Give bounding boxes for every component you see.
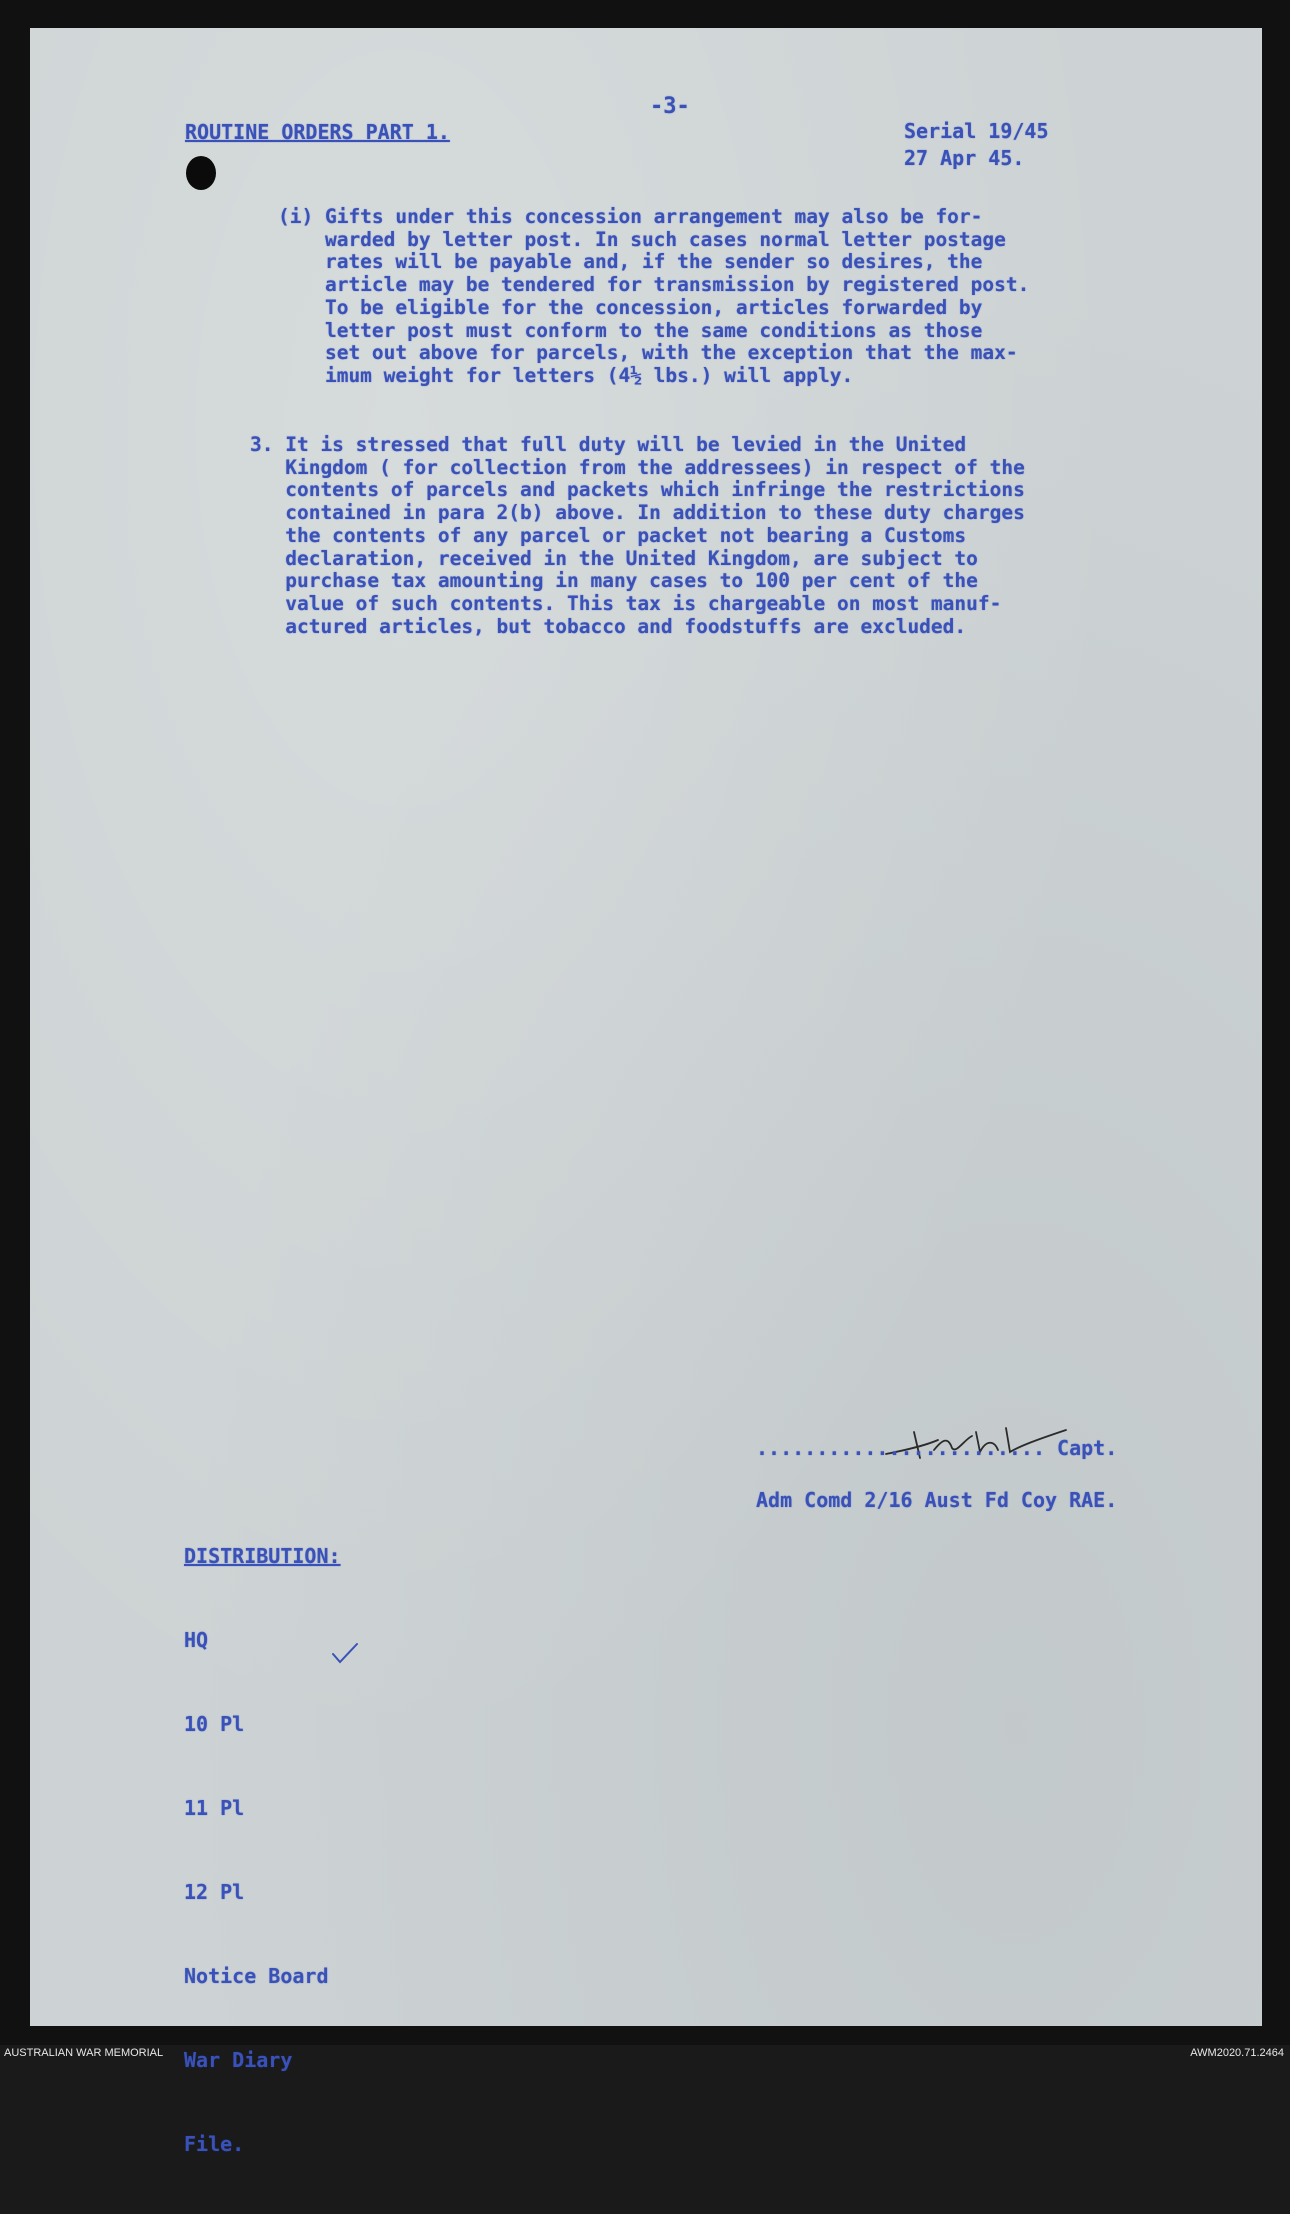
distribution-item: 10 Pl — [184, 1712, 245, 1736]
distribution-item: 12 Pl — [184, 1880, 245, 1904]
document-heading: ROUTINE ORDERS PART 1. — [185, 120, 450, 144]
footer-accession-number: AWM2020.71.2464 — [1190, 2047, 1284, 2059]
distribution-item: War Diary — [184, 2048, 293, 2072]
distribution-title: DISTRIBUTION: — [184, 1544, 341, 1568]
footer-credit: AUSTRALIAN WAR MEMORIAL — [4, 2047, 164, 2059]
distribution-item: File. — [184, 2132, 245, 2156]
paragraph-i: (i) Gifts under this concession arrangement may also be for- warded by letter post. In such cases normal letter postage rates will be payable and, if the sender so desires, the article may be tendered for transmission by registered post. To be eligible for the concession, articles forwarded by letter post must conform to the same conditions as those set out above for parcels, with the exception that the max- imum weight for letters (4½ lbs.) will apply. — [278, 205, 1030, 387]
distribution-item: Notice Board — [184, 1964, 329, 1988]
punch-hole — [186, 156, 216, 190]
document-date: 27 Apr 45. — [904, 146, 1025, 170]
page-number: -3- — [650, 94, 690, 119]
distribution-list — [184, 1486, 341, 2214]
signature-line: ........................ Capt. — [756, 1436, 1118, 1460]
tick-mark-icon — [330, 1640, 360, 1666]
serial-block — [904, 118, 1049, 172]
distribution-item: 11 Pl — [184, 1796, 245, 1820]
distribution-item: HQ — [184, 1628, 209, 1652]
serial-number: Serial 19/45 — [904, 119, 1049, 143]
paragraph-3: 3. It is stressed that full duty will be levied in the United Kingdom ( for collection from the addressees) in respect of the contents of parcels and packets which infringe the restrictions contained in para 2(b) above. In addition to these duty charges the contents of any parcel or packet not bearing a Customs declaration, received in the United Kingdom, are subject to purchase tax amounting in many cases to 100 per cent of the value of such contents. This tax is chargeable on most manuf- actured articles, but tobacco and foodstuffs are excluded. — [250, 433, 1025, 638]
signature-unit: Adm Comd 2/16 Aust Fd Coy RAE. — [756, 1488, 1118, 1512]
